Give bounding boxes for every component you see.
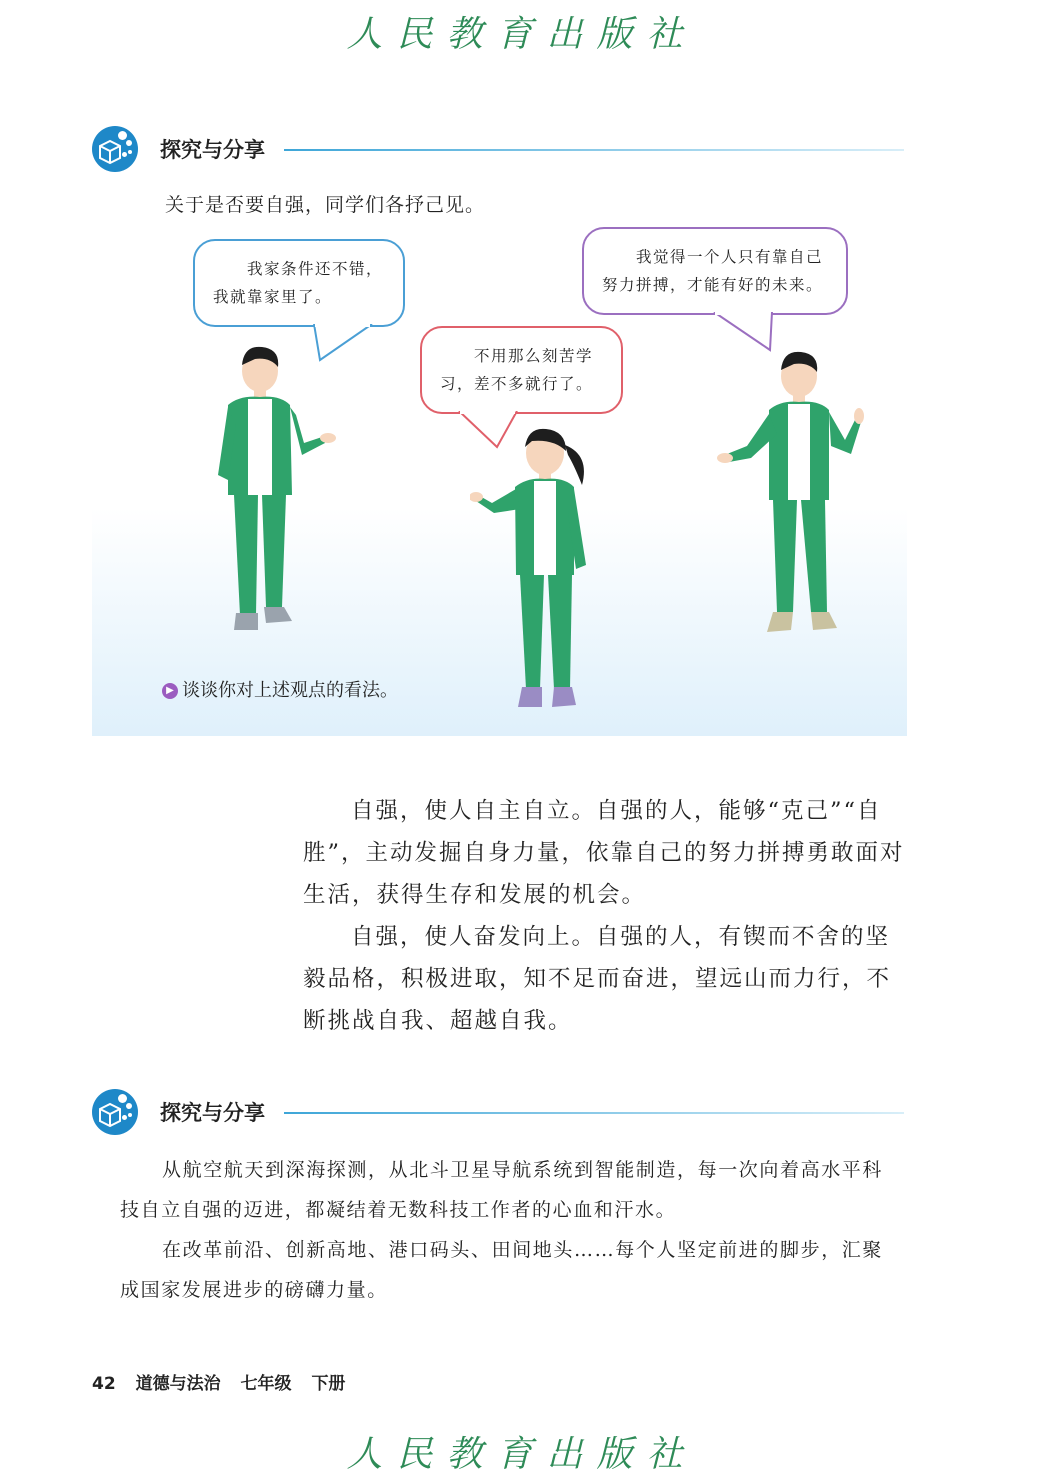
- page-footer: [92, 1369, 359, 1394]
- main-body-text: [303, 790, 907, 1042]
- section-divider: [284, 149, 904, 151]
- section-header-explore-share-1: [92, 126, 907, 176]
- section-header-explore-share-2: [92, 1089, 907, 1139]
- publisher-logo-bottom: 人民教育出版社: [346, 1434, 697, 1475]
- speech-bubble-right: 我觉得一个人只有靠自己努力拼搏，才能有好的未来。: [582, 227, 848, 315]
- bubble-tail-right: [712, 312, 782, 352]
- speech-bubble-middle: 不用那么刻苦学习，差不多就行了。: [420, 326, 623, 414]
- publisher-logo-top: 人民教育出版社: [346, 14, 697, 55]
- cube-bubble-icon: [92, 126, 138, 172]
- grade-label: 七年级: [240, 1374, 292, 1394]
- illustration-scene: [92, 230, 907, 736]
- section-divider: [284, 1112, 904, 1114]
- section-title: 探究与分享: [160, 1101, 265, 1125]
- share-paragraph-1: 从航空航天到深海探测，从北斗卫星导航系统到智能制造，每一次向着高水平科技自立自强的迈进，都凝结着无数科技工作者的心血和汗水。: [120, 1159, 884, 1221]
- discussion-prompt: [162, 676, 398, 702]
- page-number: 42: [92, 1374, 116, 1394]
- student-girl-middle-illustration: [470, 425, 620, 725]
- student-boy-right-illustration: [717, 350, 867, 650]
- body-paragraph-2: 自强，使人奋发向上。自强的人，有锲而不舍的坚毅品格，积极进取，知不足而奋进，望远山而力行，不断挑战自我、超越自我。: [303, 924, 892, 1034]
- student-boy-left-illustration: [210, 345, 340, 650]
- speech-bubble-left: 我家条件还不错，我就靠家里了。: [193, 239, 405, 327]
- cube-bubble-icon: [92, 1089, 138, 1135]
- body-paragraph-1: 自强，使人自主自立。自强的人，能够“克己”“自胜”，主动发掘自身力量，依靠自己的努力拼搏勇敢面对生活，获得生存和发展的机会。: [303, 798, 905, 908]
- share-paragraph-2: 在改革前沿、创新高地、港口码头、田间地头……每个人坚定前进的脚步，汇聚成国家发展进步的磅礴力量。: [120, 1239, 884, 1301]
- discussion-prompt-text: 谈谈你对上述观点的看法。: [182, 680, 398, 701]
- section-title: 探究与分享: [160, 138, 265, 162]
- subject-name: 道德与法治: [135, 1374, 221, 1394]
- intro-text: 关于是否要自强，同学们各抒己见。: [165, 194, 486, 216]
- volume-label: 下册: [311, 1374, 346, 1394]
- play-arrow-icon: ▶: [162, 683, 178, 699]
- share-body-text: [120, 1150, 890, 1310]
